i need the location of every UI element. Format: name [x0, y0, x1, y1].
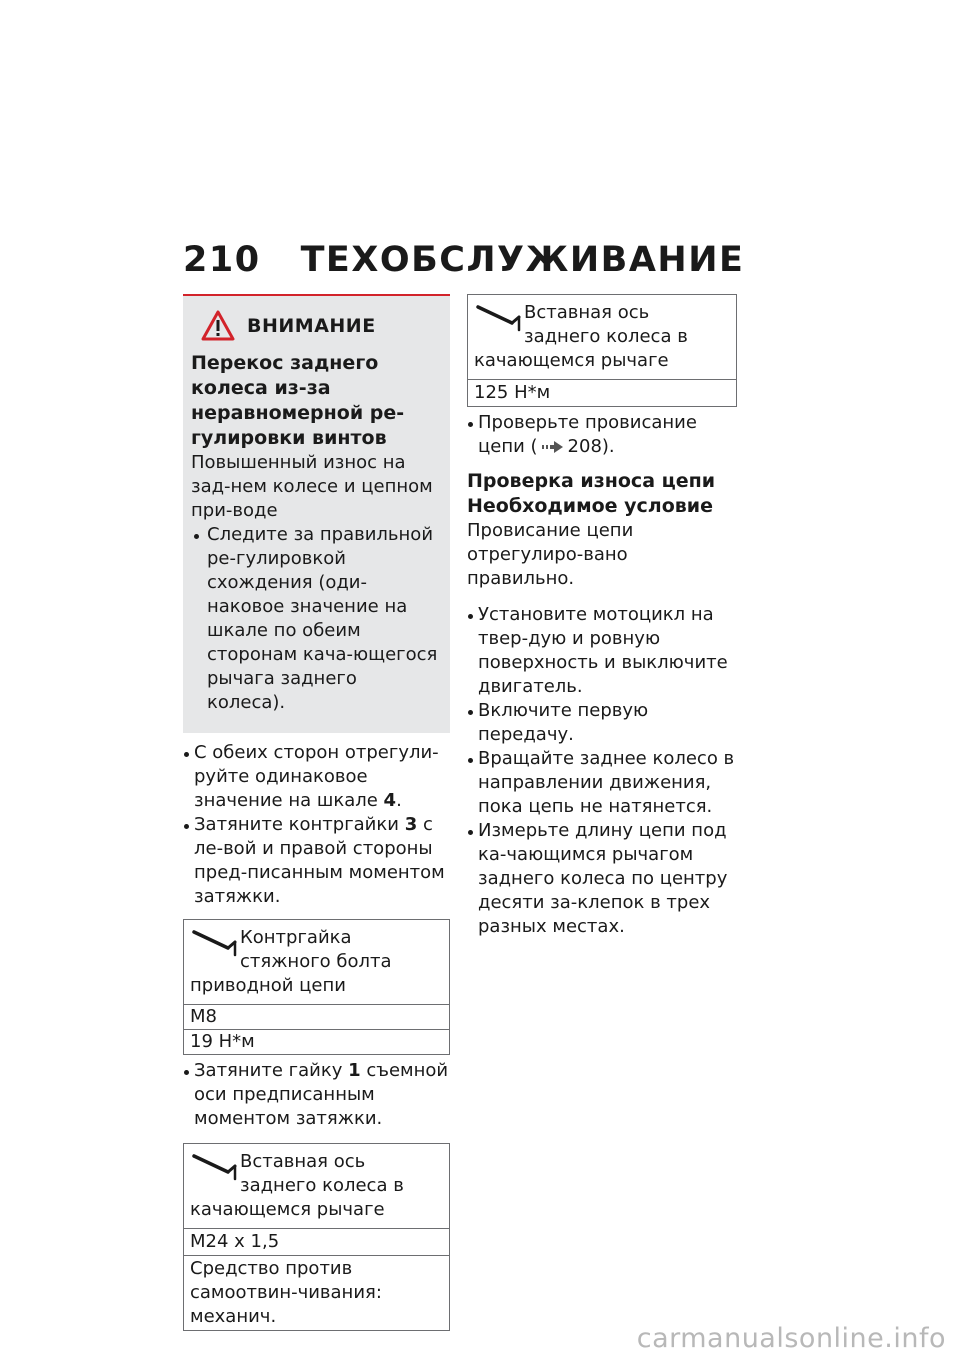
warning-bullets — [191, 523, 438, 715]
check-sag-step — [467, 411, 737, 459]
spec-header — [184, 1144, 449, 1228]
left-column — [183, 294, 450, 1335]
section-title: Проверка износа цепи — [467, 470, 716, 492]
list-item — [467, 411, 737, 459]
list-item — [183, 1059, 450, 1131]
step-ref-number: 3 — [404, 814, 418, 835]
wear-check-steps — [467, 603, 737, 939]
warning-heading: Перекос заднего колеса из-за неравномерной ре-гулировки винтов — [191, 352, 405, 449]
watermark: carmanualsonline.info — [636, 1323, 946, 1354]
warning-header — [191, 310, 438, 341]
bullet-icon — [184, 752, 189, 757]
warning-label: ВНИМАНИЕ — [247, 314, 376, 337]
spec-row: 125 Н*м — [468, 379, 736, 406]
list-item — [467, 603, 737, 699]
prerequisite-title: Необходимое условие — [467, 495, 713, 517]
spec-title: Контргайка стяжного болта приводной цепи — [190, 927, 392, 996]
list-item — [183, 813, 450, 909]
bullet-icon — [468, 830, 473, 835]
page-header — [183, 240, 744, 280]
page-reference-arrow-icon — [542, 441, 564, 453]
page-title: ТЕХОБСЛУЖИВАНИЕ — [300, 240, 745, 280]
list-item — [183, 741, 450, 813]
warning-text: Повышенный износ на зад-нем колесе и цепном при-воде — [191, 452, 433, 521]
spec-row: M8 — [184, 1004, 449, 1029]
step-text-end: ). — [601, 436, 615, 457]
page-number: 210 — [183, 240, 261, 280]
step-text-end: съемной оси предписанным моментом затяжки. — [194, 1060, 449, 1129]
step-text-end: с ле-вой и правой стороны пред-писанным моментом затяжки. — [194, 814, 445, 907]
step-text: С обеих сторон отрегули-руйте одинаковое значение на шкале — [194, 742, 439, 811]
axle-steps — [183, 1059, 450, 1131]
spec-title: Вставная ось заднего колеса в качающемся рычаге — [190, 1151, 404, 1220]
bullet-icon — [468, 710, 473, 715]
bullet-icon — [184, 824, 189, 829]
bullet-icon — [468, 614, 473, 619]
warning-bullet — [191, 523, 438, 715]
list-item — [467, 747, 737, 819]
step-text: Вращайте заднее колесо в направлении движения, пока цепь не натянется. — [478, 748, 735, 817]
right-column — [467, 294, 737, 939]
list-item — [467, 699, 737, 747]
torque-wrench-icon — [190, 1152, 238, 1182]
prerequisite-text: Провисание цепи отрегулиро-вано правильно. — [467, 520, 634, 589]
step-text: Затяните гайку — [194, 1060, 349, 1081]
spec-title: Вставная ось заднего колеса в качающемся рычаге — [474, 302, 688, 371]
step-ref-number: 1 — [348, 1060, 361, 1081]
step-text: Проверьте провисание цепи ( — [478, 412, 697, 457]
warning-box — [183, 294, 450, 733]
torque-table-axle-spec — [183, 1143, 450, 1331]
step-text: Включите первую передачу. — [478, 700, 649, 745]
spec-row: 19 Н*м — [184, 1029, 449, 1054]
step-text-end: . — [396, 790, 402, 811]
torque-table-locknut — [183, 919, 450, 1055]
warning-triangle-icon — [201, 310, 235, 341]
bullet-icon — [468, 422, 473, 427]
step-ref-number: 4 — [383, 790, 397, 811]
bullet-icon — [184, 1070, 189, 1075]
torque-table-axle — [467, 294, 737, 407]
spec-row: Средство против самоотвин-чивания: механич. — [184, 1255, 449, 1330]
step-text: Установите мотоцикл на твер-дую и ровную поверхность и выключите двигатель. — [478, 604, 728, 697]
page-reference: 208 — [567, 436, 602, 457]
spec-row: M24 x 1,5 — [184, 1228, 449, 1255]
adjust-steps — [183, 741, 450, 909]
warning-bullet-text: Следите за правильной ре-гулировкой схождения (оди-наковое значение на шкале по обеим сторонам кача-ющегося рычага заднего колеса). — [207, 524, 438, 713]
torque-wrench-icon — [190, 928, 238, 958]
spec-header — [468, 295, 736, 379]
bullet-icon — [468, 758, 473, 763]
torque-wrench-icon — [474, 303, 522, 333]
spec-header — [184, 920, 449, 1004]
bullet-icon — [194, 534, 199, 539]
step-text: Затяните контргайки — [194, 814, 405, 835]
list-item — [467, 819, 737, 939]
step-text: Измерьте длину цепи под ка-чающимся рычагом заднего колеса по центру десяти за-клепок в трех разных местах. — [478, 820, 728, 937]
